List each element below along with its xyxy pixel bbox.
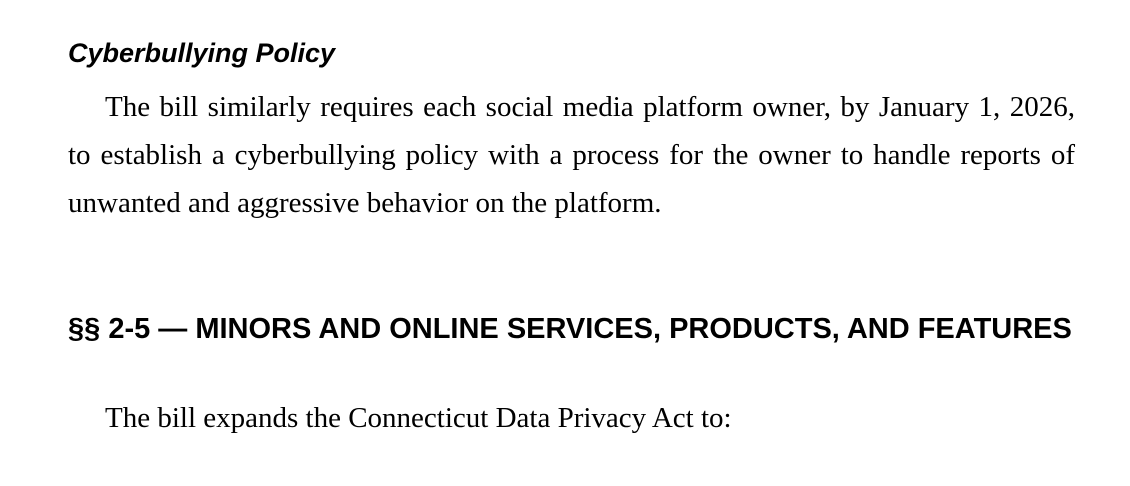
section-heading-minors-online-services: §§ 2-5 — MINORS AND ONLINE SERVICES, PRODUCTS, AND FEATURES xyxy=(68,313,1072,345)
paragraph-data-privacy-act-intro: The bill expands the Connecticut Data Privacy Act to: xyxy=(105,402,732,434)
subheading-cyberbullying-policy: Cyberbullying Policy xyxy=(68,38,336,68)
paragraph-cyberbullying-requirement: The bill similarly requires each social media platform owner, by January 1, 2026, to establish a cyberbullying policy with a process for the owner to handle reports of unwanted and aggressive behavior on the platform. xyxy=(68,91,1075,219)
